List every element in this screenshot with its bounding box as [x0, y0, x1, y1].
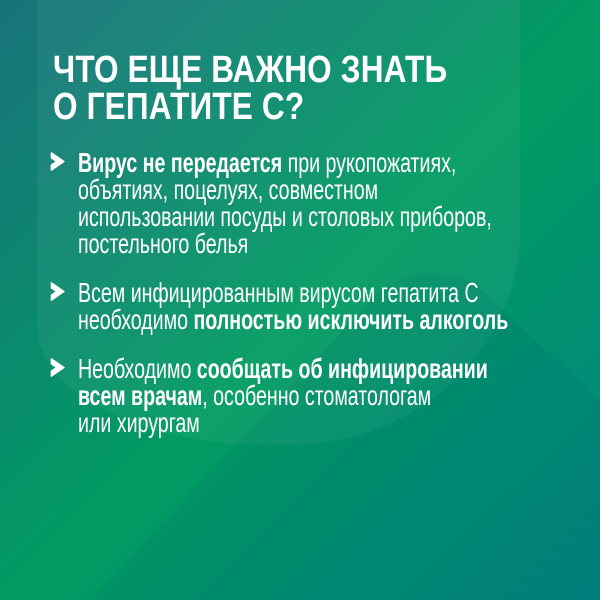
bullet-text [78, 355, 600, 436]
page-title [53, 49, 560, 128]
bullet-item [50, 279, 560, 333]
text-segment: , особенно стоматологам [202, 380, 432, 411]
bullet-text [78, 279, 600, 333]
text-segment: сообщать об инфицировании [196, 353, 488, 384]
bullet-line [78, 279, 508, 306]
bullet-line [78, 306, 508, 333]
text-segment: Вирус не передается [78, 147, 283, 178]
bullet-line [78, 203, 492, 230]
chevron-right-icon [50, 282, 66, 301]
title-line-1: ЧТО ЕЩЕ ВАЖНО ЗНАТЬ [53, 49, 448, 91]
text-segment: необходимо [78, 304, 194, 335]
bullet-text [78, 149, 600, 257]
bullet-item [50, 149, 560, 257]
text-segment: постельного белья [78, 228, 249, 259]
bullet-line [78, 149, 492, 176]
bullet-line [78, 355, 488, 382]
chevron-right-icon [50, 358, 66, 377]
text-segment: всем врачам [78, 380, 203, 411]
text-segment: Всем инфицированным вирусом гепатита С [78, 277, 479, 308]
text-segment: полностью исключить алкоголь [193, 304, 509, 335]
bullet-line [78, 176, 492, 203]
text-segment: Необходимо [78, 353, 197, 384]
text-segment: использовании посуды и столовых приборов, [78, 201, 492, 232]
text-segment: при рукопожатиях, [282, 147, 457, 178]
bullet-line [78, 230, 492, 257]
text-segment: объятиях, поцелуях, совместном [78, 174, 379, 205]
bullet-item [50, 355, 560, 436]
bullet-line [78, 382, 488, 409]
title-line-2: О ГЕПАТИТЕ С? [53, 86, 305, 128]
text-segment: или хирургам [78, 407, 200, 438]
chevron-right-icon [50, 152, 66, 171]
bullet-line [78, 409, 488, 436]
bullet-list [50, 149, 560, 436]
